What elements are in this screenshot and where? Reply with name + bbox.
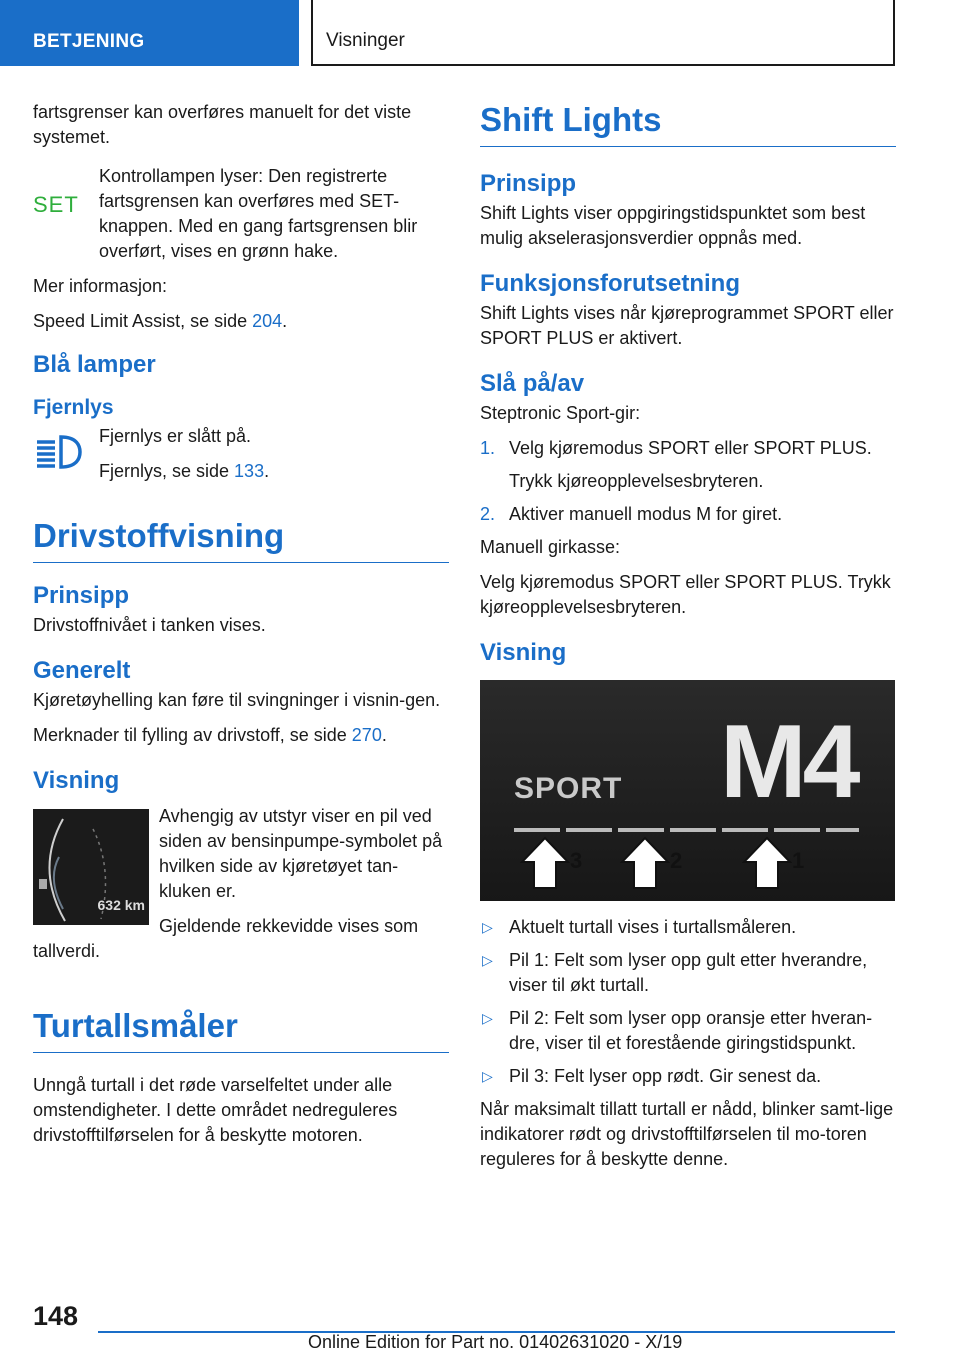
bullet-item (480, 948, 896, 998)
gear-indicator: M4 (720, 704, 857, 820)
general-text: Kjøretøyhelling kan føre til svingninger i visnin-gen. (33, 690, 441, 710)
right-column (480, 100, 896, 1182)
fuel-display-text: Avhengig av utstyr viser en pil ved siden av bensinpumpe-symbolet på hvilken side av kjøretøyet tan-kluken er. (159, 806, 443, 901)
triangle-bullet-icon: ▷ (482, 919, 493, 935)
high-beam-on-text: Fjernlys er slått på. (99, 426, 252, 446)
bullet-text: Pil 2: Felt som lyser opp oransje etter hveran-dre, viser til et forestående giringstidspunkt. (509, 1008, 873, 1053)
triangle-bullet-icon: ▷ (482, 1068, 493, 1084)
bullet-item (480, 915, 896, 940)
bullet-text: Pil 3: Felt lyser opp rødt. Gir senest da. (509, 1066, 822, 1086)
steptronic-label: Steptronic Sport-gir: (480, 403, 641, 423)
manual-text: Velg kjøremodus SPORT eller SPORT PLUS. Trykk kjøreopplevelsesbryteren. (480, 572, 891, 617)
blue-lamps-heading: Blå lamper (33, 351, 156, 378)
onoff-heading: Slå på/av (480, 370, 585, 397)
bullet-item (480, 1064, 896, 1089)
step-text: Aktiver manuell modus M for giret. (509, 504, 783, 524)
steps-list (480, 436, 896, 527)
refuel-page-link[interactable]: 270 (351, 725, 382, 745)
arrow-label-2: 2 (670, 848, 683, 873)
high-beam-heading: Fjernlys (33, 396, 114, 419)
function-heading: Funksjonsforutsetning (480, 270, 740, 297)
fuel-principle-heading: Prinsipp (33, 582, 130, 609)
speed-limit-page-link[interactable]: 204 (252, 311, 283, 331)
high-beam-icon (33, 432, 83, 479)
fuel-display-block (33, 804, 449, 964)
step-number: 2. (480, 504, 496, 524)
triangle-bullet-icon: ▷ (482, 952, 493, 968)
high-beam-ref-text: Fjernlys, se side (99, 461, 235, 481)
set-indicator-text: Kontrollampen lyser: Den registrerte fartsgrensen kan overføres med SET-knappen. Med en gang fartsgrensen blir overført, vises en grønn hake. (99, 166, 418, 261)
manual-label: Manuell girkasse: (480, 537, 621, 557)
fuel-gauge-image (33, 809, 149, 925)
step-item (480, 469, 896, 494)
speed-limit-ref: Speed Limit Assist, se side 204. (33, 311, 288, 331)
fuel-principle-text: Drivstoffnivået i tanken vises. (33, 615, 266, 635)
tach-heading: Turtallsmåler (33, 1006, 449, 1053)
set-indicator-icon: SET (33, 192, 79, 217)
shift-lights-heading: Shift Lights (480, 100, 896, 147)
bullet-item (480, 1006, 896, 1056)
high-beam-page-link[interactable]: 133 (234, 461, 265, 481)
step-text: Velg kjøremodus SPORT eller SPORT PLUS. (509, 438, 872, 458)
more-info-label: Mer informasjon: (33, 276, 168, 296)
principle-text: Shift Lights viser oppgiringstidspunktet som best mulig akselerasjonsverdier oppnås med. (480, 203, 866, 248)
function-text: Shift Lights vises når kjøreprogrammet SPORT eller SPORT PLUS er aktivert. (480, 303, 894, 348)
chapter-title: Visninger (311, 0, 895, 66)
principle-heading: Prinsipp (480, 170, 577, 197)
arrow-label-1: 1 (792, 848, 805, 873)
fuel-range-text: Gjeldende rekkevidde vises som tallverdi. (33, 916, 419, 961)
page-number: 148 (33, 1301, 79, 1331)
high-beam-block (33, 424, 449, 484)
tach-text: Unngå turtall i det røde varselfeltet under alle omstendigheter. I dette området nedreguleres drivstofftilførselen for å beskytte motoren. (33, 1075, 398, 1145)
drive-mode-label: SPORT (514, 772, 623, 805)
bullet-text: Aktuelt turtall vises i turtallsmåleren. (509, 917, 797, 937)
closing-text: Når maksimalt tillatt turtall er nådd, blinker samt-lige indikatorer rødt og drivstofftilførselen til mo-toren reguleres for å beskytte denne. (480, 1099, 894, 1169)
general-heading: Generelt (33, 657, 131, 684)
visning-heading: Visning (480, 639, 567, 666)
intro-text: fartsgrenser kan overføres manuelt for det viste systemet. (33, 102, 412, 147)
display-heading: Visning (33, 767, 120, 794)
refuel-ref: Merknader til fylling av drivstoff, se side 270. (33, 725, 387, 745)
step-item (480, 502, 896, 527)
section-tab: BETJENING (0, 0, 299, 66)
step-number: 1. (480, 438, 496, 458)
fuel-range-value: 632 km (97, 897, 145, 913)
bullet-list (480, 915, 896, 1089)
step-item (480, 436, 896, 461)
edition-text: Online Edition for Part no. 01402631020 - X/19 (308, 1332, 683, 1352)
speed-limit-ref-text: Speed Limit Assist, se side (33, 311, 253, 331)
high-beam-ref: Fjernlys, se side 133. (99, 461, 270, 481)
triangle-bullet-icon: ▷ (482, 1010, 493, 1026)
left-column (33, 100, 449, 1158)
shift-lights-image (480, 680, 895, 901)
set-indicator-block (33, 164, 449, 264)
arrow-label-3: 3 (570, 848, 583, 873)
step-text: Trykk kjøreopplevelsesbryteren. (509, 471, 764, 491)
refuel-ref-text: Merknader til fylling av drivstoff, se side (33, 725, 352, 745)
bullet-text: Pil 1: Felt som lyser opp gult etter hverandre, viser til økt turtall. (509, 950, 868, 995)
fuel-heading: Drivstoffvisning (33, 516, 449, 563)
